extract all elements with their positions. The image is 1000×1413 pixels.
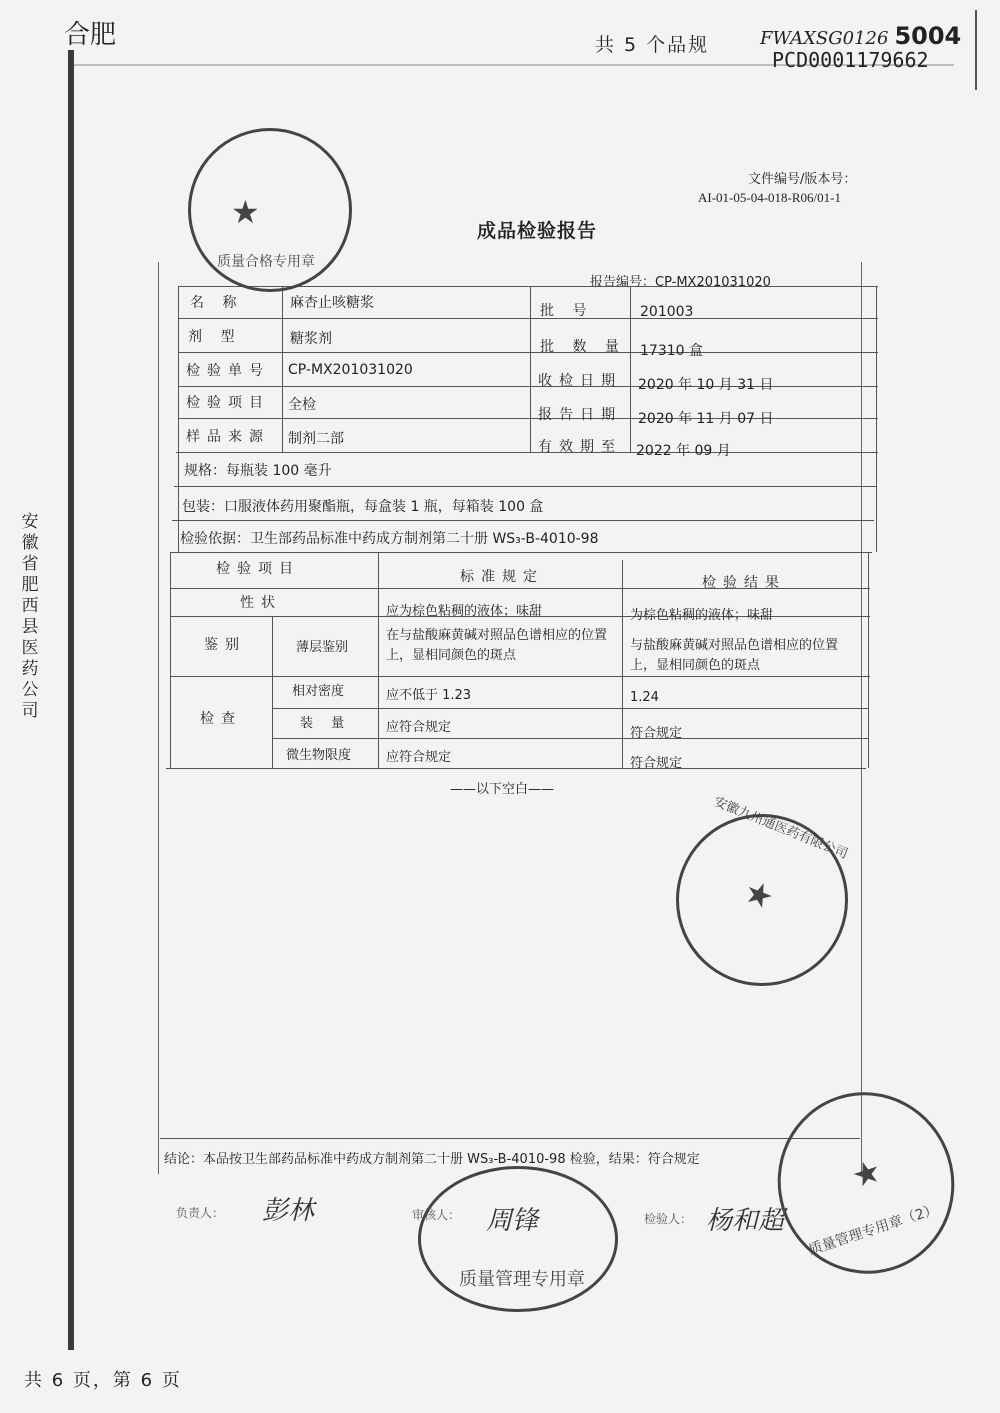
source-label: 样品来源	[186, 429, 270, 445]
table-line	[272, 738, 868, 739]
standard-cell: 应为棕色粘稠的液体；味甜	[386, 604, 543, 619]
product-form: 糖浆剂	[290, 331, 332, 347]
standard-cell: 应符合规定	[386, 720, 452, 735]
code-prefix: FWAXSG0126	[760, 28, 889, 49]
quality-stamp	[418, 1166, 618, 1312]
stamp-text: 质量管理专用章	[459, 1269, 585, 1290]
report-date-label: 报告日期	[538, 407, 622, 423]
table-line	[172, 520, 874, 521]
standard-cell: 在与盐酸麻黄碱对照品色谱相应的位置上，显相同颜色的斑点	[386, 628, 608, 663]
page-footer: 共 6 页，第 6 页	[24, 1370, 182, 1391]
conclusion-divider	[160, 1138, 860, 1139]
group-label: 鉴别	[204, 637, 246, 653]
qualified-stamp	[188, 128, 352, 292]
scan-border	[68, 50, 74, 1350]
table-line	[868, 552, 869, 768]
group-label: 检查	[200, 711, 242, 727]
inspector-label: 检验人：	[644, 1212, 693, 1226]
table-line	[170, 552, 171, 768]
batch-quantity: 17310 盒	[640, 343, 703, 359]
doc-number: AI-01-05-04-018-R06/01-1	[698, 190, 841, 205]
stamp-text: 安徽九州通医药有限公司	[711, 794, 850, 863]
side-company-text: 安徽省肥西县医药公司	[21, 512, 39, 721]
doc-number-label: 文件编号/版本号：	[748, 172, 857, 187]
header-result: 检验结果	[702, 575, 786, 591]
form-label: 剂 型	[188, 329, 242, 345]
receive-date: 2020 年 10 月 31 日	[638, 377, 774, 393]
sub-item-label: 相对密度	[292, 684, 345, 699]
table-line	[170, 676, 870, 677]
conclusion-text: 结论：本品按卫生部药品标准中药成方制剂第二十册 WS₃-B-4010-98 检验，结果：符合规定	[164, 1152, 700, 1167]
report-date: 2020 年 11 月 07 日	[638, 411, 774, 427]
quantity-label: 批 数 量	[540, 339, 626, 355]
sub-item-label: 装 量	[300, 716, 352, 731]
table-line	[282, 286, 283, 452]
responsible-label: 负责人：	[176, 1206, 225, 1220]
stamp-text: 质量合格专用章	[217, 254, 315, 270]
pcd-code: PCD0001179662	[772, 48, 929, 72]
batch-label: 批 号	[540, 303, 594, 319]
document-code	[760, 22, 961, 50]
inspector-signature: 杨和超	[706, 1206, 785, 1236]
table-line	[178, 352, 878, 353]
blank-note: ——以下空白——	[450, 782, 555, 797]
sample-source: 制剂二部	[288, 431, 344, 447]
package-line: 包装：口服液体药用聚酯瓶，每盒装 1 瓶，每箱装 100 盒	[182, 499, 544, 515]
sub-item-label: 微生物限度	[286, 748, 352, 763]
table-line	[176, 452, 878, 453]
code-number: 5004	[894, 22, 962, 50]
table-line	[876, 286, 877, 552]
document-title: 成品检验报告	[477, 220, 598, 242]
product-name: 麻杏止咳糖浆	[290, 295, 374, 311]
star-icon: ★	[738, 871, 780, 918]
result-cell: 符合规定	[630, 726, 683, 741]
table-line	[174, 486, 876, 487]
table-line	[530, 286, 531, 452]
expiry-label: 有效期至	[538, 439, 622, 455]
expiry-date: 2022 年 09 月	[636, 443, 731, 459]
standard-cell: 应不低于 1.23	[386, 688, 472, 703]
spec-line: 规格：每瓶装 100 毫升	[184, 463, 332, 479]
result-cell: 1.24	[630, 690, 659, 705]
stamp-text: 质量管理专用章（2）	[806, 1201, 940, 1259]
sub-item-label: 薄层鉴别	[296, 640, 349, 655]
table-line	[272, 708, 868, 709]
reviewer-label: 审核人：	[412, 1208, 461, 1222]
header-standard: 标准规定	[460, 569, 544, 585]
batch-number: 201003	[640, 304, 694, 320]
table-line	[178, 286, 179, 552]
product-count: 共 5 个品规	[595, 34, 710, 56]
group-label: 性状	[240, 595, 282, 611]
table-line	[166, 768, 866, 769]
inspection-no: CP-MX201031020	[288, 362, 413, 378]
header-item: 检验项目	[216, 561, 300, 577]
standard-cell: 应符合规定	[386, 750, 452, 765]
responsible-signature: 彭林	[262, 1196, 315, 1226]
reviewer-signature: 周锋	[486, 1206, 539, 1236]
star-icon: ★	[231, 193, 260, 231]
result-cell: 符合规定	[630, 756, 683, 771]
result-cell: 为棕色粘稠的液体；味甜	[630, 608, 774, 623]
star-icon: ★	[846, 1150, 886, 1196]
inspection-items: 全检	[288, 397, 316, 413]
table-line	[630, 286, 631, 452]
table-line	[272, 616, 273, 768]
table-line	[178, 318, 878, 319]
result-cell: 与盐酸麻黄碱对照品色谱相应的位置上，显相同颜色的斑点	[630, 638, 839, 673]
inspection-no-label: 检验单号	[186, 363, 270, 379]
table-line	[378, 552, 379, 768]
city-label: 合肥	[64, 20, 117, 50]
items-label: 检验项目	[186, 395, 270, 411]
report-number: 报告编号：CP-MX201031020	[590, 275, 771, 290]
receive-date-label: 收检日期	[538, 373, 622, 389]
table-line	[170, 552, 872, 553]
basis-line: 检验依据：卫生部药品标准中药成方制剂第二十册 WS₃-B-4010-98	[180, 531, 599, 547]
table-line	[622, 560, 623, 768]
name-label: 名 称	[190, 295, 244, 311]
